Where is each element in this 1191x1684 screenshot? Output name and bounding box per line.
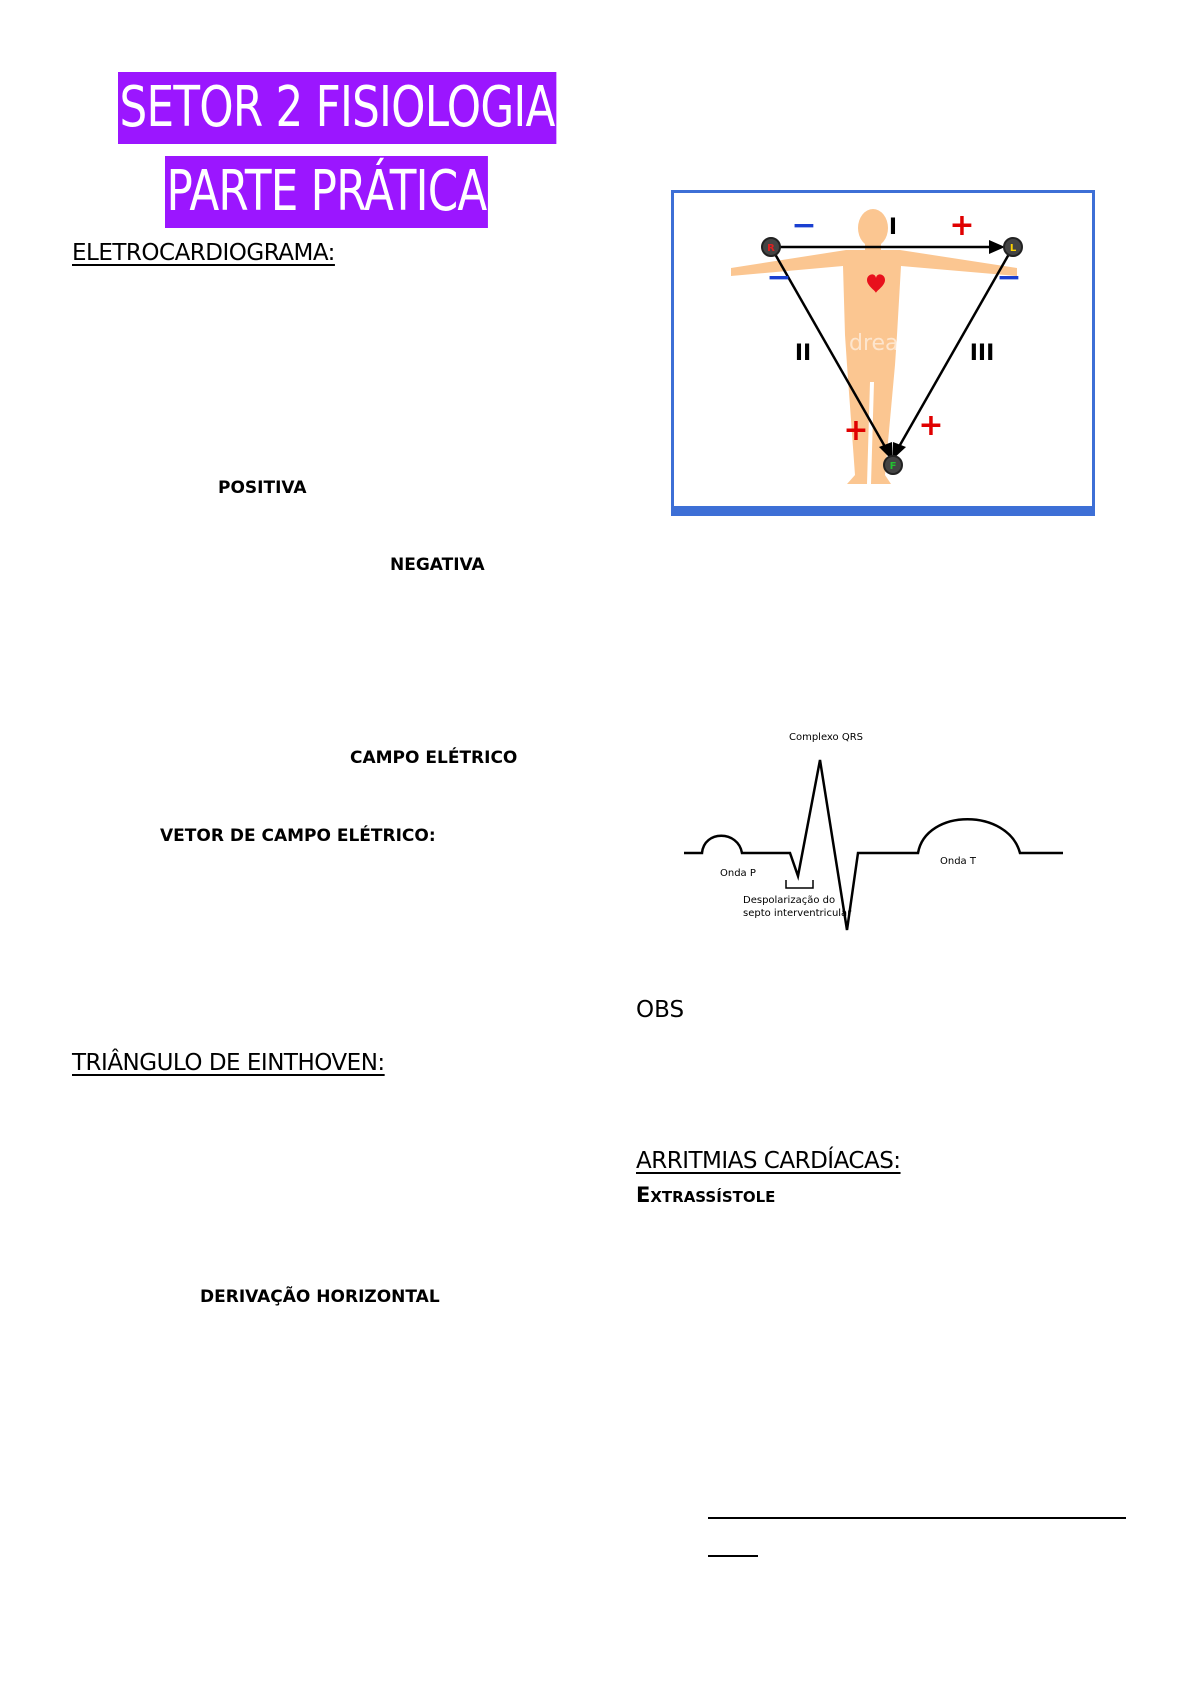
ecg-waveform — [684, 760, 1063, 930]
svg-text:F: F — [889, 461, 897, 472]
label-extrassistole: Extrassístole — [636, 1183, 776, 1207]
label-septo-line-2: septo interventricular — [743, 908, 852, 919]
septo-bracket — [786, 880, 813, 888]
einthoven-figure — [671, 190, 1095, 516]
svg-text:L: L — [1009, 243, 1017, 254]
label-onda-p: Onda P — [720, 868, 756, 879]
title-line-2: PARTE PRÁTICA — [165, 156, 488, 228]
svg-text:R: R — [767, 243, 775, 254]
label-positiva: POSITIVA — [218, 478, 307, 498]
ecg-svg — [680, 730, 1070, 940]
heading-eletrocardiograma: ELETROCARDIOGRAMA: — [72, 240, 335, 266]
underline-short — [708, 1555, 758, 1557]
plus-sign-lead-II: + — [843, 413, 869, 448]
minus-sign-lead-I: − — [791, 208, 817, 243]
heading-arritmias-cardiacas: ARRITMIAS CARDÍACAS: — [636, 1148, 901, 1174]
einthoven-svg — [671, 190, 1095, 516]
figure-bottom-bar — [673, 506, 1094, 514]
lead-I-label: I — [888, 215, 898, 240]
plus-sign-lead-III: + — [918, 408, 944, 443]
label-septo-line-1: Despolarização do — [743, 895, 836, 906]
electrode-L — [1004, 238, 1022, 256]
label-vetor-campo-eletrico: VETOR DE CAMPO ELÉTRICO: — [160, 826, 436, 846]
title-line-1-box — [118, 72, 680, 144]
heading-triangulo-einthoven: TRIÂNGULO DE EINTHOVEN: — [72, 1050, 385, 1076]
lead-II-label: II — [794, 341, 812, 366]
label-derivacao-horizontal: DERIVAÇÃO HORIZONTAL — [200, 1287, 440, 1307]
plus-sign-lead-I: + — [949, 208, 975, 243]
label-obs: OBS — [636, 997, 685, 1023]
label-complexo-qrs: Complexo QRS — [788, 732, 864, 743]
underline-long — [708, 1517, 1126, 1519]
electrode-F — [884, 456, 902, 474]
lead-III-label: III — [969, 341, 995, 366]
label-campo-eletrico: CAMPO ELÉTRICO — [350, 748, 518, 768]
watermark: dreamstime — [849, 331, 982, 356]
label-onda-t: Onda T — [940, 856, 976, 867]
label-negativa: NEGATIVA — [390, 555, 485, 575]
minus-sign-lead-II: − — [766, 260, 792, 295]
minus-sign-lead-III: − — [996, 260, 1022, 295]
title-line-1: SETOR 2 FISIOLOGIA — [118, 72, 556, 144]
title-line-2-box — [165, 156, 579, 228]
ecg-figure — [680, 730, 1070, 940]
electrode-R — [762, 238, 780, 256]
